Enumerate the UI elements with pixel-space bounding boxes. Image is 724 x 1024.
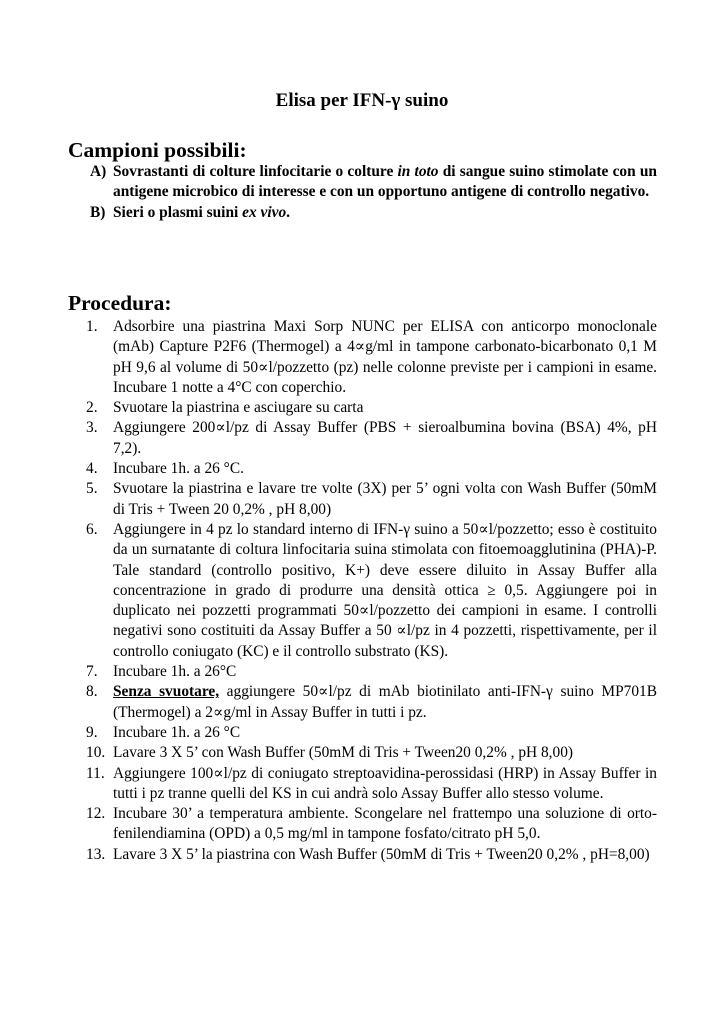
step-number: 5.: [86, 480, 98, 498]
step-text: Aggiungere in 4 pz lo standard interno di IFN-γ suino a 50∝l/pozzetto; esso è costituito da un surnatante di coltura linfocitaria suina stimolata con fitoemoagglutinina (PHA)-P. Tale standard (controllo positivo, K+) deve essere diluito in Assay Buffer alla concentrazione in grado di produrre una densità ottica ≥ 0,5. Aggiungere poi in duplicato nei pozzetti programmati 50∝l/pozzetto dei campioni in esame. I controlli negativi sono costituiti da Assay Buffer a 50 ∝l/pz in 4 pozzetti, rispettivamente, per il controllo coniugato (KC) e il controllo substrato (KS).: [113, 520, 657, 660]
list-marker: A): [90, 163, 107, 180]
item-text: Sieri o plasmi suini: [113, 203, 239, 221]
item-text-cont: .: [286, 203, 291, 221]
step-number: 13.: [86, 845, 106, 863]
step-text: Lavare 3 X 5’ con Wash Buffer (50mM di Tris + Tween20 0,2% , pH 8,00): [113, 744, 574, 762]
step-number: 7.: [86, 663, 98, 681]
step-number: 11.: [86, 764, 105, 782]
procedure-step: [86, 804, 657, 845]
item-emphasis: ex vivo: [242, 203, 287, 221]
step-text: Aggiungere 100∝l/pz di coniugato streptoavidina-perossidasi (HRP) in Assay Buffer in tutti i pz tranne quelli del KS in cui andrà solo Assay Buffer allo stesso volume.: [113, 764, 657, 802]
step-number: 10.: [86, 744, 106, 762]
procedure-step: [86, 479, 657, 520]
step-number: 4.: [86, 460, 98, 478]
document-title: Elisa per IFN-γ suino: [275, 90, 449, 111]
procedure-step: [86, 723, 657, 743]
step-text: Incubare 30’ a temperatura ambiente. Scongelare nel frattempo una soluzione di orto-fenilendiamina (OPD) a 0,5 mg/ml in tampone fosfato/citrato pH 5,0.: [113, 805, 657, 843]
procedure-step: [86, 682, 657, 723]
step-text: Incubare 1h. a 26 °C: [113, 723, 241, 741]
campioni-list: [90, 162, 657, 223]
list-item: [90, 203, 657, 223]
procedure-step: [86, 662, 657, 682]
step-text: Adsorbire una piastrina Maxi Sorp NUNC per ELISA con anticorpo monoclonale (mAb) Capture P2F6 (Thermogel) a 4∝g/ml in tampone carbonato-bicarbonato 0,1 M pH 9,6 al volume di 50∝l/pozzetto (pz) nelle colonne previste per i campioni in esame. Incubare 1 notte a 4°C con coperchio.: [113, 318, 657, 396]
step-text: Svuotare la piastrina e lavare tre volte (3X) per 5’ ogni volta con Wash Buffer (50mM di Tris + Tween 20 0,2% , pH 8,00): [113, 480, 657, 518]
procedure-step: [86, 418, 657, 459]
step-number: 2.: [86, 399, 98, 417]
step-text: aggiungere 50∝l/pz di mAb biotinilato anti-IFN-γ suino MP701B (Thermogel) a 2∝g/ml in Assay Buffer in tutti i pz.: [113, 683, 657, 721]
list-item: [90, 162, 657, 203]
step-number: 9.: [86, 723, 98, 741]
step-number: 12.: [86, 805, 106, 823]
step-text: Svuotare la piastrina e asciugare su carta: [113, 399, 364, 417]
step-number: 6.: [86, 520, 98, 538]
step-text: Lavare 3 X 5’ la piastrina con Wash Buffer (50mM di Tris + Tween20 0,2% , pH=8,00): [113, 845, 650, 863]
list-marker: B): [90, 203, 106, 221]
procedure-step: [86, 398, 657, 418]
procedure-list: [86, 317, 657, 865]
section-heading-campioni: Campioni possibili:: [68, 138, 247, 162]
item-text-cont: di sangue suino stimolate con un antigene microbico di interesse e con un opportuno antigene di controllo negativo.: [113, 163, 657, 201]
step-text: Incubare 1h. a 26 °C.: [113, 460, 244, 478]
step-bold-text: Senza svuotare,: [113, 683, 220, 701]
step-text: Incubare 1h. a 26°C: [113, 663, 237, 681]
item-emphasis: in toto: [397, 163, 439, 180]
step-number: 1.: [86, 318, 98, 335]
procedure-step: [86, 459, 657, 479]
item-text: Sovrastanti di colture linfocitarie o colture: [113, 163, 394, 180]
step-number: 8.: [86, 683, 98, 701]
step-text: Aggiungere 200∝l/pz di Assay Buffer (PBS + sieroalbumina bovina (BSA) 4%, pH 7,2).: [113, 419, 657, 457]
step-number: 3.: [86, 419, 98, 437]
procedure-step: [86, 317, 657, 398]
procedure-step: [86, 520, 657, 662]
procedure-step: [86, 764, 657, 805]
procedure-step: [86, 845, 657, 865]
section-heading-procedura: Procedura:: [68, 291, 172, 315]
procedure-step: [86, 743, 657, 763]
